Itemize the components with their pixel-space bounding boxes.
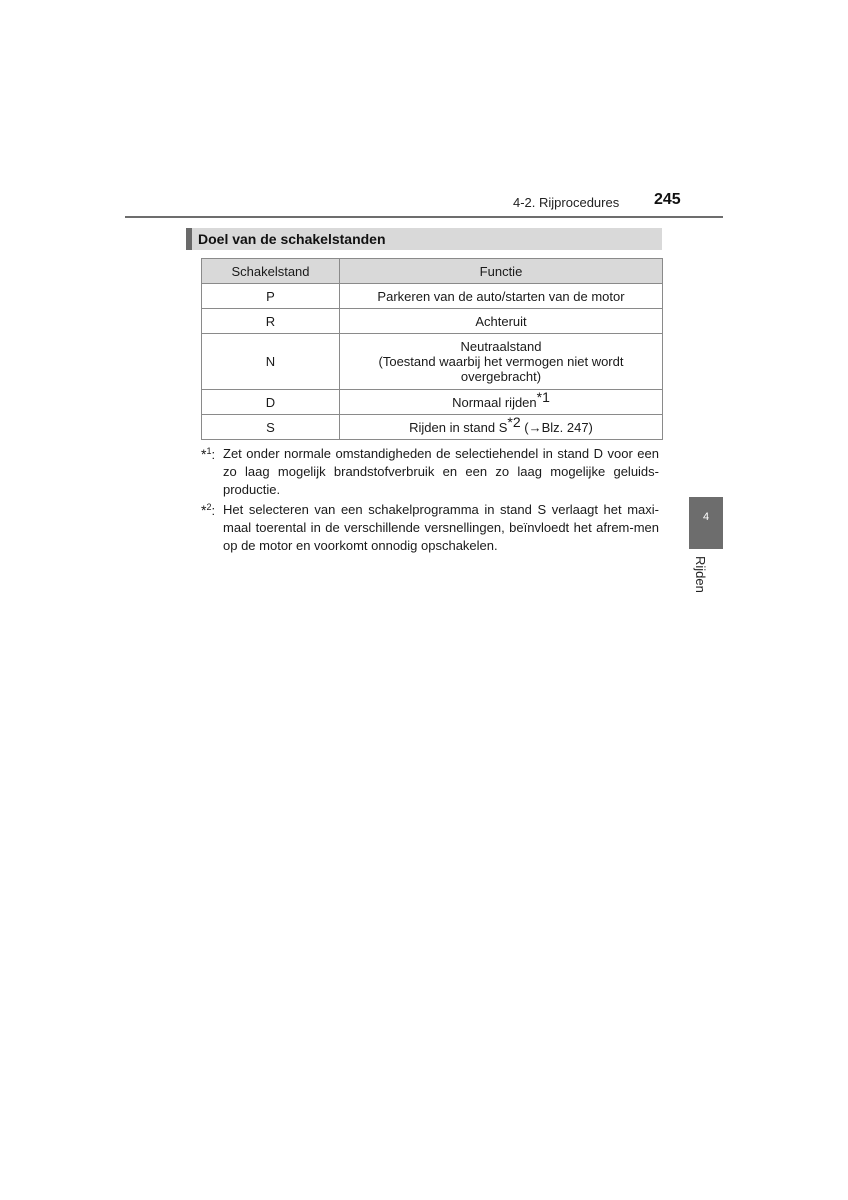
function-cell: Achteruit bbox=[340, 309, 663, 334]
table-row bbox=[202, 390, 663, 415]
footnote-reference: *2 bbox=[507, 413, 521, 430]
position-cell: D bbox=[202, 390, 340, 415]
chapter-number: 4 bbox=[702, 511, 710, 523]
function-cell bbox=[340, 415, 663, 440]
function-line: (Toestand waarbij het vermogen niet wordt bbox=[378, 354, 624, 369]
chapter-label: Rijden bbox=[693, 556, 708, 593]
shift-position-table bbox=[201, 258, 663, 440]
header-divider bbox=[125, 216, 723, 218]
function-line: overgebracht) bbox=[460, 369, 542, 384]
function-cell: Parkeren van de auto/starten van de motor bbox=[340, 284, 663, 309]
column-header-position: Schakelstand bbox=[202, 259, 340, 284]
section-title: Doel van de schakelstanden bbox=[198, 231, 386, 247]
position-cell: P bbox=[202, 284, 340, 309]
position-cell: R bbox=[202, 309, 340, 334]
function-cell bbox=[340, 390, 663, 415]
table-row bbox=[202, 284, 663, 309]
section-heading-bar bbox=[186, 228, 662, 250]
chapter-tab bbox=[689, 497, 723, 549]
column-header-function: Functie bbox=[340, 259, 663, 284]
footnote-reference: *1 bbox=[536, 388, 550, 405]
function-line: Neutraalstand bbox=[460, 339, 542, 354]
table-row bbox=[202, 334, 663, 390]
position-cell: N bbox=[202, 334, 340, 390]
footnote-marker: *$^1$: bbox=[201, 446, 216, 462]
function-cell bbox=[340, 334, 663, 390]
function-text: Normaal rijden bbox=[452, 394, 537, 410]
page-number: 245 bbox=[654, 191, 681, 208]
function-text: Rijden in stand S bbox=[409, 419, 508, 435]
footnote-marker: *$^2$: bbox=[201, 502, 216, 518]
table-header-row bbox=[202, 259, 663, 284]
footnote-text: Zet onder normale omstandigheden de selectiehendel in stand D voor een zo laag mogelijk brandstofverbruik en een zo laag mogelijke geluids-productie. bbox=[223, 446, 659, 497]
footnote bbox=[201, 445, 659, 499]
footnote-text: Het selecteren van een schakelprogramma in stand S verlaagt het maxi-maal toerental in de verschillende versnellingen, beïnvloedt het afrem-men op de motor en voorkomt onnodig opschakelen. bbox=[223, 502, 659, 553]
position-cell: S bbox=[202, 415, 340, 440]
running-header-section: 4-2. Rijprocedures bbox=[513, 195, 620, 210]
table-row bbox=[202, 309, 663, 334]
table-row bbox=[202, 415, 663, 440]
footnote bbox=[201, 501, 659, 555]
page-reference: (→Blz. 247) bbox=[524, 419, 593, 435]
